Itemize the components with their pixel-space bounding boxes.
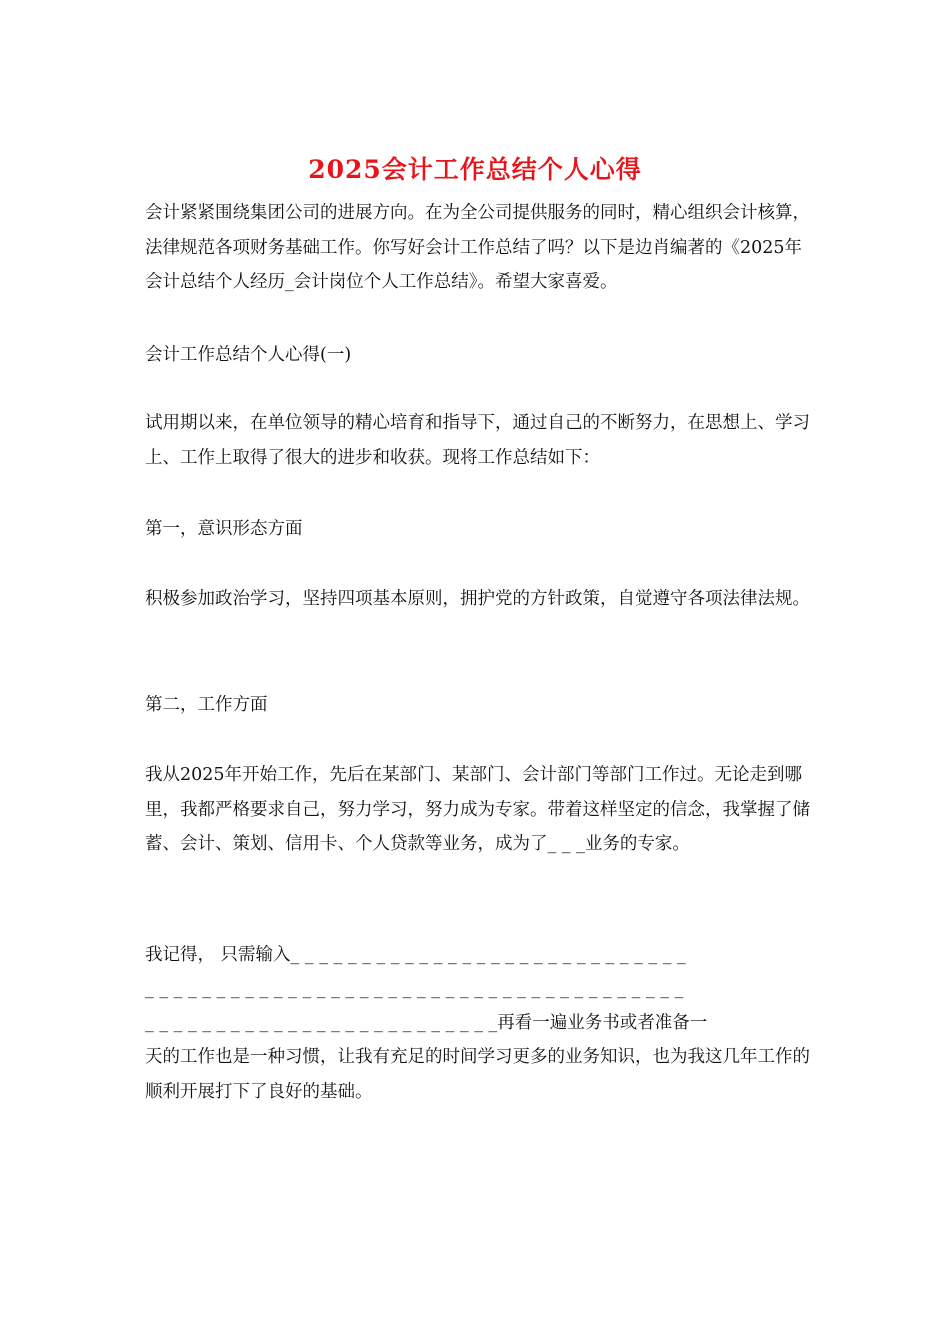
- paragraph-4-rest: 天的工作也是一种习惯，让我有充足的时间学习更多的业务知识，也为我这几年工作的顺利开展打下了良好的基础。: [145, 1047, 810, 1102]
- paragraph-3: 我从2025年开始工作，先后在某部门、某部门、会计部门等部门工作过。无论走到哪里，我都严格要求自己，努力学习，努力成为专家。带着这样坚定的信念，我掌握了储蓄、会计、策划、信用卡、个人贷款等业务，成为了_ _ _业务的专家。: [145, 765, 810, 854]
- paragraph-1: 试用期以来，在单位领导的精心培育和指导下，通过自己的不断努力，在思想上、学习上、工作上取得了很大的进步和收获。现将工作总结如下：: [145, 413, 810, 468]
- document-title: 2025会计工作总结个人心得: [308, 155, 642, 184]
- intro-paragraph: 会计紧紧围绕集团公司的进展方向。在为全公司提供服务的同时，精心组织会计核算，法律规范各项财务基础工作。你写好会计工作总结了吗？以下是边肖编著的《2025年会计总结个人经历_会计岗位个人工作总结》。希望大家喜爱。: [145, 203, 810, 292]
- paragraph-4-line-2: _ _ _ _ _ _ _ _ _ _ _ _ _ _ _ _ _ _ _ _ _ _ _ _ _ _ _ _ _ _ _ _ _ _ _ _ _ _: [145, 979, 684, 999]
- heading-work: 第二，工作方面: [145, 695, 268, 715]
- paragraph-2: 积极参加政治学习，坚持四项基本原则，拥护党的方针政策，自觉遵守各项法律法规。: [145, 589, 810, 609]
- paragraph-4-line-1: 我记得， 只需输入_ _ _ _ _ _ _ _ _ _ _ _ _ _ _ _ _ _ _ _ _ _ _ _ _ _ _ _: [145, 945, 686, 965]
- heading-ideology: 第一，意识形态方面: [145, 519, 303, 539]
- paragraph-4-line-3: _ _ _ _ _ _ _ _ _ _ _ _ _ _ _ _ _ _ _ _ _ _ _ _ _再看一遍业务书或者准备一: [145, 1013, 708, 1033]
- section-heading: 会计工作总结个人心得(一): [145, 345, 352, 365]
